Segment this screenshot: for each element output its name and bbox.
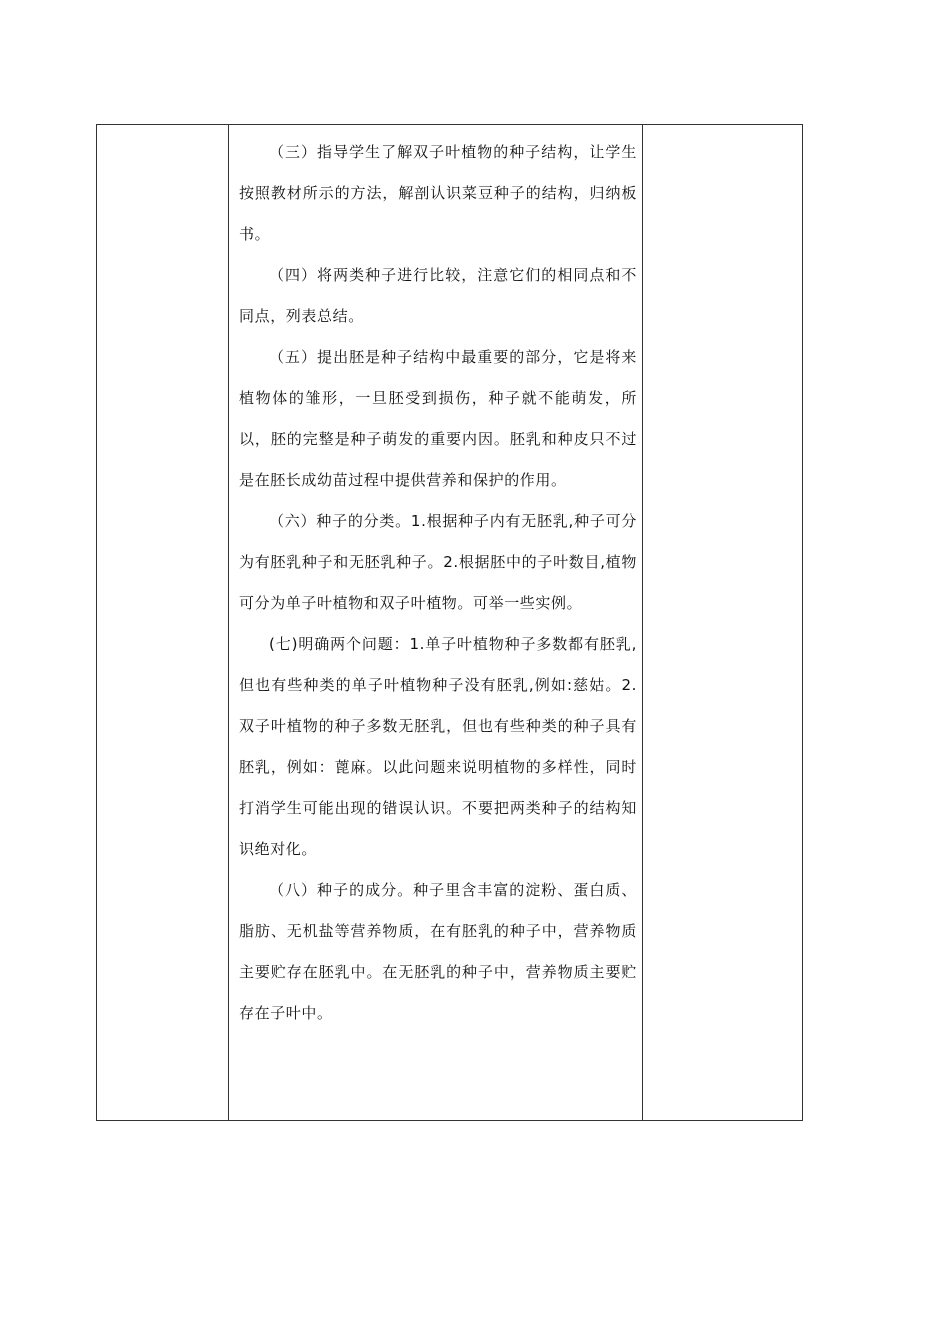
paragraph-step-4: （四）将两类种子进行比较，注意它们的相同点和不同点，列表总结。 bbox=[239, 266, 637, 325]
paragraph-step-5: （五）提出胚是种子结构中最重要的部分，它是将来植物体的雏形，一旦胚受到损伤，种子就不能萌发，所以，胚的完整是种子萌发的重要内因。胚乳和种皮只不过是在胚长成幼苗过程中提供营养和保护的作用。 bbox=[239, 348, 637, 489]
paragraph-step-7: (七)明确两个问题：1.单子叶植物种子多数都有胚乳,但也有些种类的单子叶植物种子没有胚乳,例如:慈姑。2.双子叶植物的种子多数无胚乳，但也有些种类的种子具有胚乳，例如：蓖麻。以此问题来说明植物的多样性，同时打消学生可能出现的错误认识。不要把两类种子的结构知识绝对化。 bbox=[239, 635, 637, 858]
paragraph-step-6: （六）种子的分类。1.根据种子内有无胚乳,种子可分为有胚乳种子和无胚乳种子。2.根据胚中的子叶数目,植物可分为单子叶植物和双子叶植物。可举一些实例。 bbox=[239, 512, 637, 612]
paragraph-step-8: （八）种子的成分。种子里含丰富的淀粉、蛋白质、脂肪、无机盐等营养物质，在有胚乳的种子中，营养物质主要贮存在胚乳中。在无胚乳的种子中，营养物质主要贮存在子叶中。 bbox=[239, 881, 637, 1022]
teaching-process-cell bbox=[239, 125, 637, 1034]
paragraph-step-3: （三）指导学生了解双子叶植物的种子结构，让学生按照教材所示的方法，解剖认识菜豆种子的结构，归纳板书。 bbox=[239, 143, 637, 243]
lesson-plan-table bbox=[96, 124, 803, 1121]
table-column-divider bbox=[642, 125, 643, 1120]
table-column-divider bbox=[228, 125, 229, 1120]
